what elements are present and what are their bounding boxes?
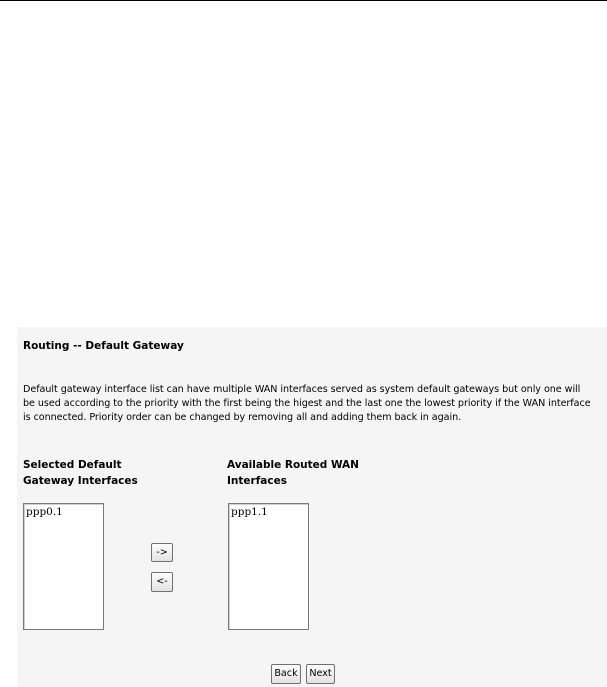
- page-title: Routing -- Default Gateway: [23, 340, 184, 352]
- available-label-line-1: Available Routed WAN: [227, 459, 359, 471]
- selected-label-line-2: Gateway Interfaces: [23, 474, 138, 487]
- available-interface-option[interactable]: ppp1.1: [231, 506, 268, 518]
- available-interfaces-listbox[interactable]: [228, 503, 309, 630]
- add-interface-button[interactable]: ->: [151, 543, 173, 562]
- selected-label-line-1: Selected Default: [23, 459, 122, 471]
- page-description: Default gateway interface list can have multiple WAN interfaces served as system default gateways but only one will be used according to the priority with the first being the higest and the last one the lowest priority if the WAN interface is connected. Priority order can be changed by removing all and adding them back in again.: [23, 384, 591, 424]
- top-border-rule: [0, 0, 607, 1]
- selected-interface-option[interactable]: ppp0.1: [26, 506, 63, 518]
- remove-interface-button[interactable]: <-: [151, 572, 173, 592]
- back-button[interactable]: Back: [271, 664, 301, 684]
- next-button[interactable]: Next: [306, 664, 335, 684]
- available-label-line-2: Interfaces: [227, 474, 287, 487]
- selected-interfaces-label: [23, 458, 203, 489]
- selected-interfaces-listbox[interactable]: [23, 503, 104, 630]
- available-interfaces-label: [227, 458, 407, 489]
- content-panel: [17, 327, 607, 687]
